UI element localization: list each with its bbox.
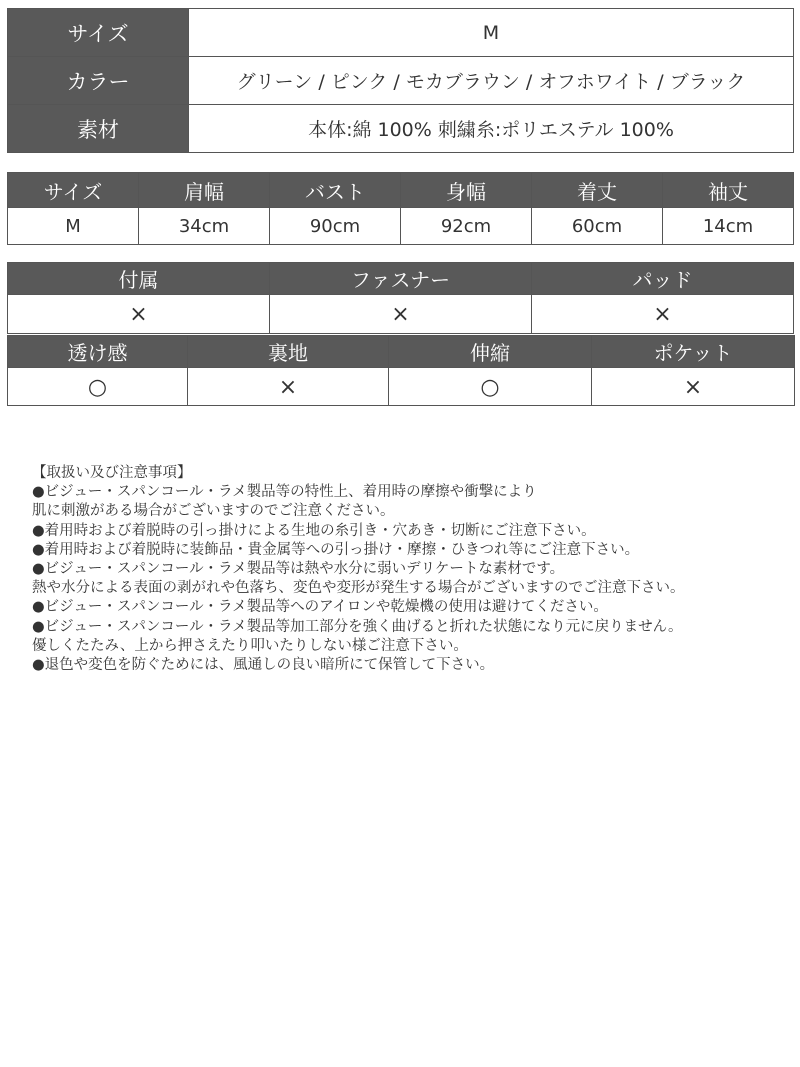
features-1-header-row (8, 263, 794, 295)
care-note-line: ●退色や変色を防ぐためには、風通しの良い暗所にて保管して下さい。 (32, 657, 495, 674)
care-note-line: ●着用時および着脱時の引っ掛けによる生地の糸引き・穴あき・切断にご注意下さい。 (32, 522, 596, 539)
size-header-size: サイズ (8, 173, 139, 208)
feature-header-pocket: ポケット (592, 336, 795, 368)
size-value-length: 60cm (532, 208, 663, 245)
spec-table (7, 8, 794, 153)
care-notes (32, 464, 792, 675)
size-value-sleeve: 14cm (663, 208, 794, 245)
care-note-line: ●ビジュー・スパンコール・ラメ製品等の特性上、着用時の摩擦や衝撃により (32, 484, 537, 501)
care-note-line: 肌に刺激がある場合がございますのでご注意ください。 (32, 503, 395, 520)
circle-mark: ○ (480, 374, 500, 400)
feature-header-sheerness: 透け感 (8, 336, 188, 368)
size-header-length: 着丈 (532, 173, 663, 208)
spec-label-color: カラー (8, 57, 189, 105)
features-2-header-row (8, 336, 795, 368)
features-2-value-row (8, 368, 795, 406)
feature-header-stretch: 伸縮 (389, 336, 592, 368)
size-table (7, 172, 794, 245)
cross-mark: × (683, 374, 703, 400)
feature-value-lining (188, 368, 389, 406)
features-1-value-row (8, 295, 794, 334)
size-header-sleeve: 袖丈 (663, 173, 794, 208)
cross-mark: × (391, 302, 410, 327)
feature-value-stretch (389, 368, 592, 406)
feature-value-pocket (592, 368, 795, 406)
care-note-line: ●着用時および着脱時に装飾品・貴金属等への引っ掛け・摩擦・ひきつれ等にご注意下さい。 (32, 541, 640, 558)
feature-header-pad: パッド (532, 263, 794, 295)
care-note-line: ●ビジュー・スパンコール・ラメ製品等へのアイロンや乾燥機の使用は避けてください。 (32, 599, 608, 616)
spec-value-color: グリーン / ピンク / モカブラウン / オフホワイト / ブラック (189, 57, 794, 105)
care-note-line: 優しくたたみ、上から押さえたり叩いたりしない様ご注意下さい。 (32, 637, 468, 654)
care-note-line: ●ビジュー・スパンコール・ラメ製品等加工部分を強く曲げると折れた状態になり元に戻りません。 (32, 618, 683, 635)
cross-mark: × (129, 302, 148, 327)
size-header-bust: バスト (270, 173, 401, 208)
size-value-body-width: 92cm (401, 208, 532, 245)
size-value-bust: 90cm (270, 208, 401, 245)
spec-value-material: 本体:綿 100% 刺繍糸:ポリエステル 100% (189, 105, 794, 153)
size-header-shoulder: 肩幅 (139, 173, 270, 208)
features-table-1 (7, 262, 794, 334)
spec-label-size: サイズ (8, 9, 189, 57)
cross-mark: × (278, 374, 298, 400)
feature-value-pad (532, 295, 794, 334)
size-header-row (8, 173, 794, 208)
size-value-shoulder: 34cm (139, 208, 270, 245)
spec-row-material (8, 105, 794, 153)
care-note-line: ●ビジュー・スパンコール・ラメ製品等は熱や水分に弱いデリケートな素材です。 (32, 561, 565, 578)
spec-row-size (8, 9, 794, 57)
size-header-body-width: 身幅 (401, 173, 532, 208)
spec-value-size: M (189, 9, 794, 57)
care-note-line: 熱や水分による表面の剥がれや色落ち、変色や変形が発生する場合がございますのでご注意下さい。 (32, 580, 685, 597)
care-notes-title: 【取扱い及び注意事項】 (32, 465, 192, 481)
spec-label-material: 素材 (8, 105, 189, 153)
feature-value-zipper (270, 295, 532, 334)
circle-mark: ○ (87, 374, 108, 400)
feature-header-zipper: ファスナー (270, 263, 532, 295)
feature-value-accessory (8, 295, 270, 334)
features-table-2 (7, 335, 795, 406)
spec-row-color (8, 57, 794, 105)
feature-value-sheerness (8, 368, 188, 406)
size-value-size: M (8, 208, 139, 245)
feature-header-lining: 裏地 (188, 336, 389, 368)
size-value-row (8, 208, 794, 245)
feature-header-accessory: 付属 (8, 263, 270, 295)
cross-mark: × (653, 302, 672, 327)
